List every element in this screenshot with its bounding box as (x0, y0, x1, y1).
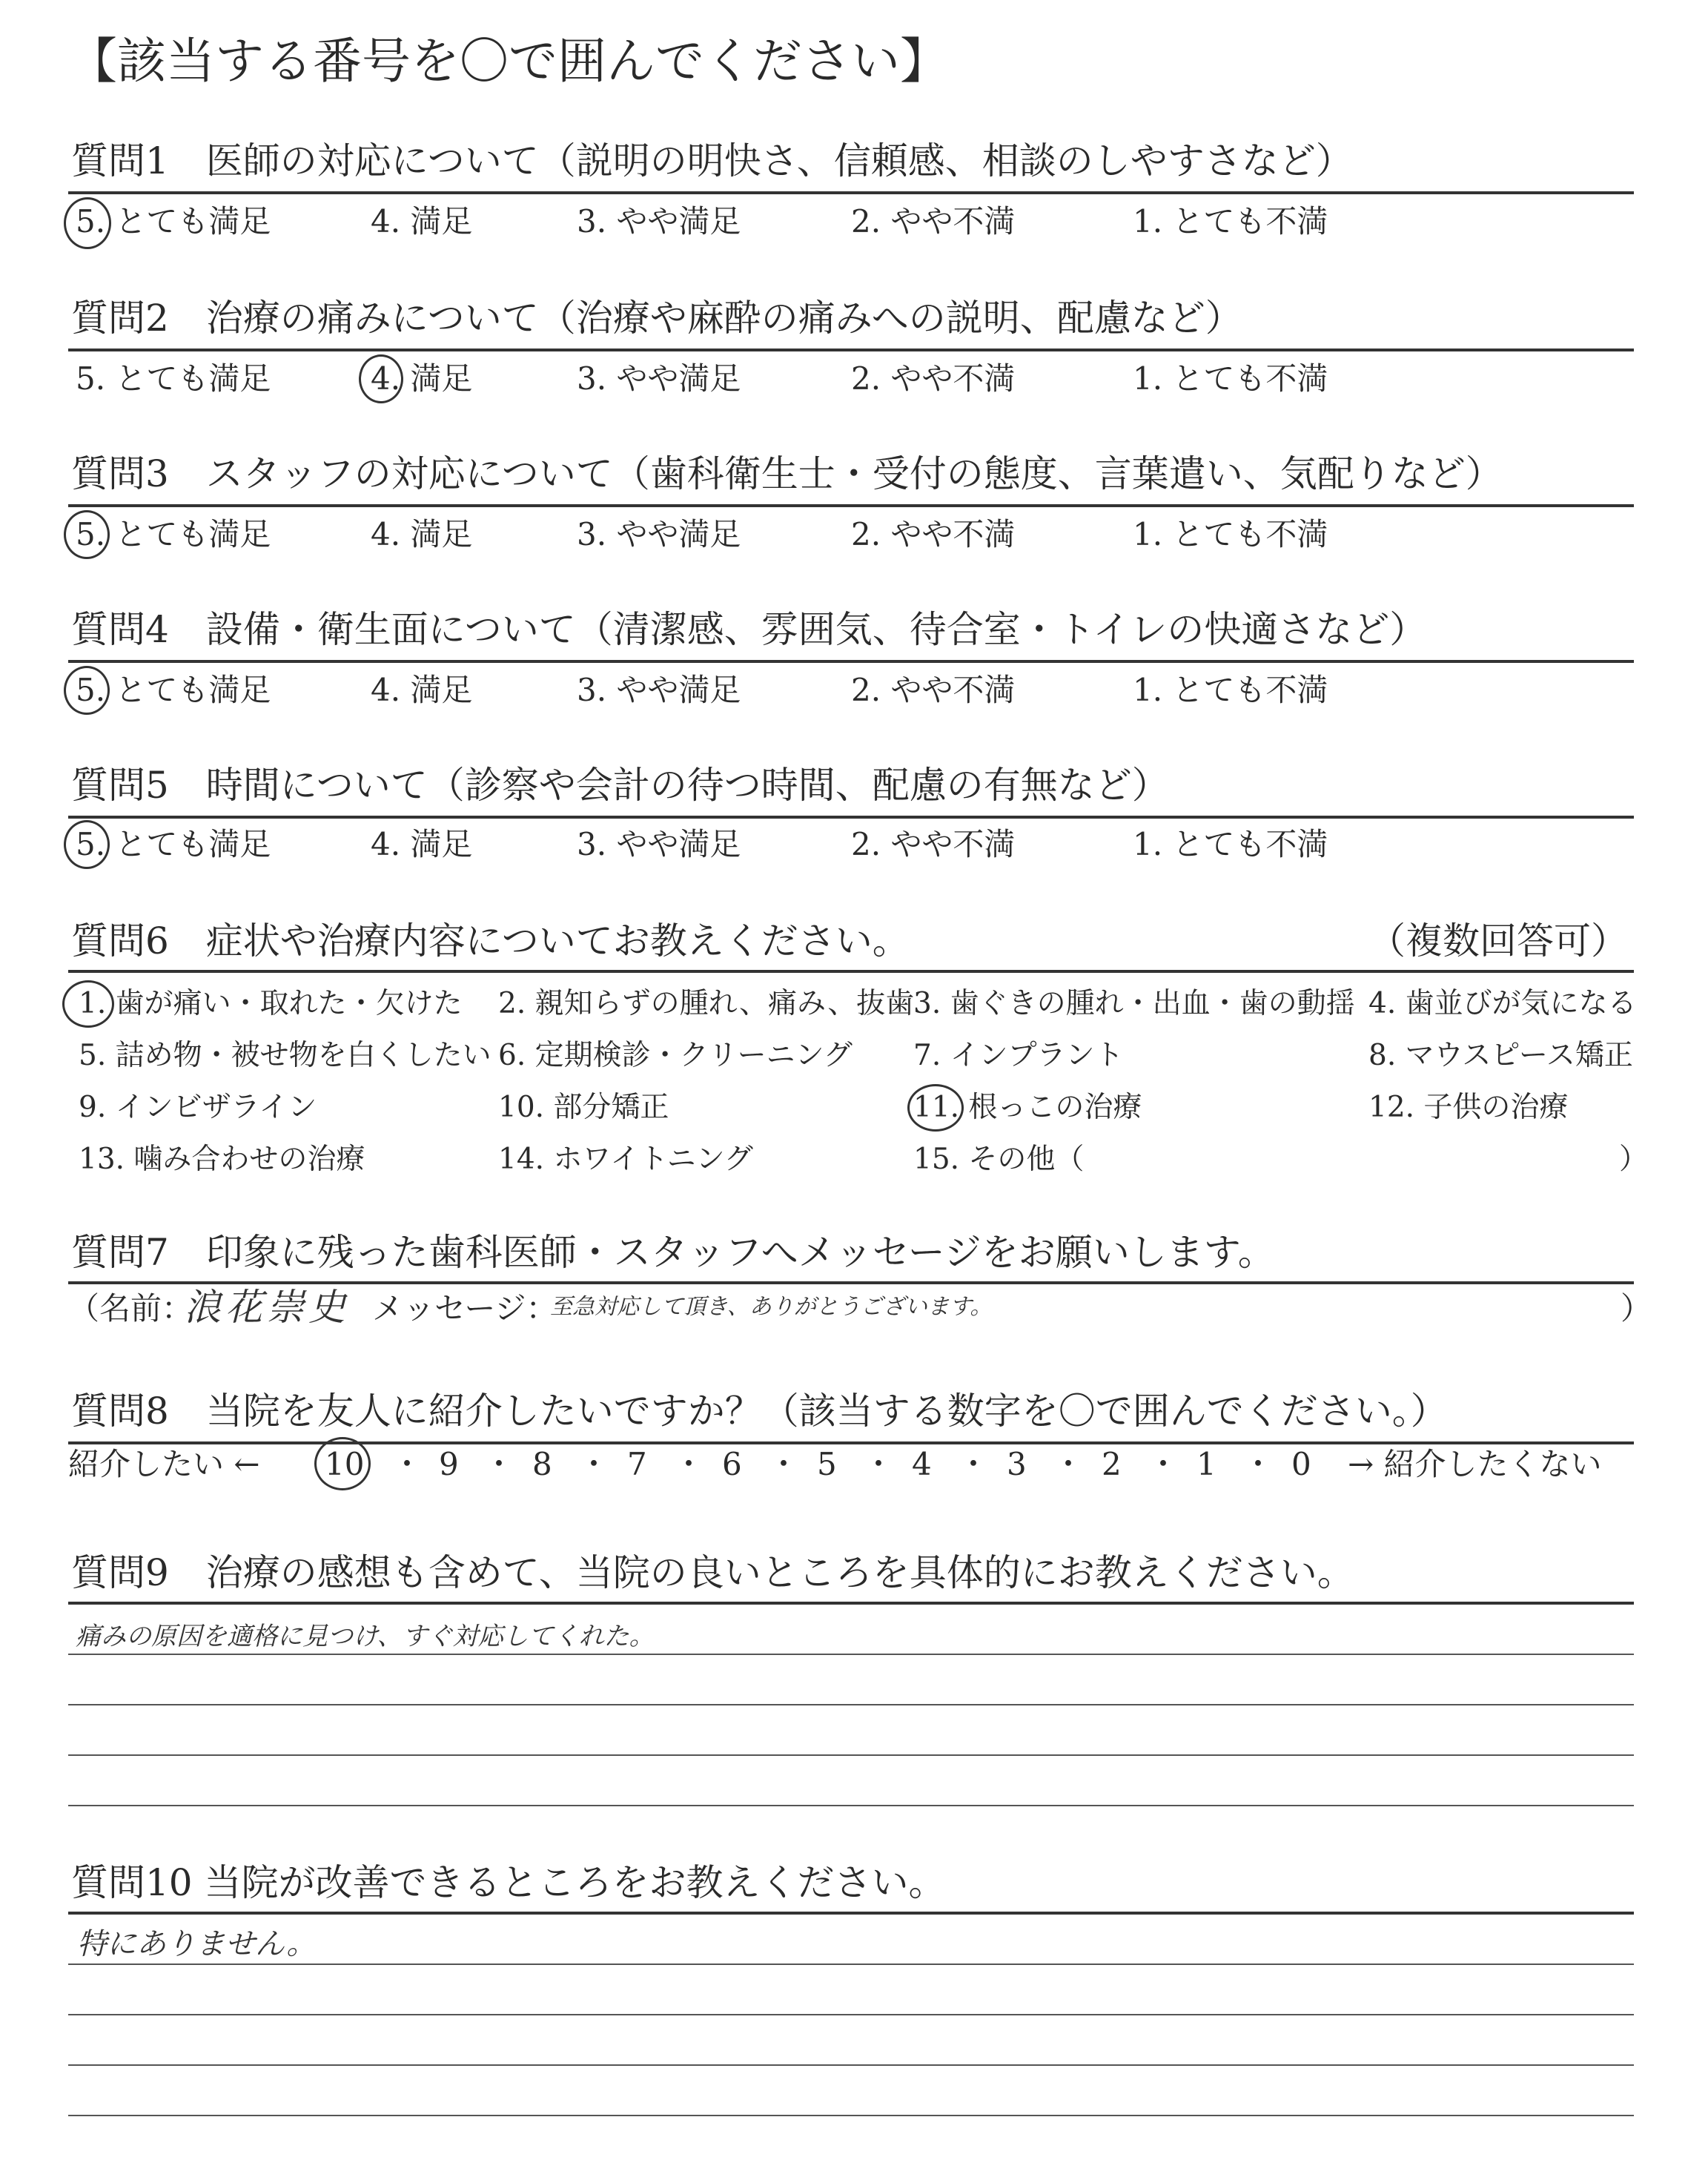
q6-option-8[interactable]: 8. マウスピース矯正 (1368, 1039, 1633, 1072)
q8-separator: ・ (673, 1446, 705, 1482)
q8-separator: ・ (1242, 1446, 1274, 1482)
q6-other-close-paren: ） (1619, 1143, 1649, 1176)
q6-option-12[interactable]: 12. 子供の治療 (1368, 1091, 1569, 1124)
q6-option-6[interactable]: 6. 定期検診・クリーニング (498, 1039, 853, 1072)
q1-option-2[interactable]: 2. やや不満 (851, 203, 1016, 240)
q4-selection-circle (64, 666, 110, 715)
q8-score-2[interactable]: 2 (1102, 1446, 1122, 1482)
q2-title: 質問2 治療の痛みについて（治療や麻酔の痛みへの説明、配慮など） (71, 297, 1242, 340)
q8-score-3[interactable]: 3 (1007, 1446, 1027, 1482)
q6-option-11[interactable]: 11. 根っこの治療 (913, 1091, 1142, 1124)
q6-option-10[interactable]: 10. 部分矯正 (498, 1091, 669, 1124)
q9-title: 質問9 治療の感想も含めて、当院の良いところを具体的にお教えください。 (71, 1551, 1354, 1594)
q1-divider (68, 191, 1634, 194)
q10-answer-line (68, 2064, 1634, 2066)
q8-score-1[interactable]: 1 (1196, 1446, 1217, 1482)
q6-multiple-answer-note: （複数回答可） (1368, 919, 1628, 962)
q1-option-3[interactable]: 3. やや満足 (577, 203, 741, 240)
q8-separator: ・ (483, 1446, 515, 1482)
q7-name-label: （名前： (68, 1290, 193, 1327)
q5-divider (68, 816, 1634, 819)
q6-option-7[interactable]: 7. インプラント (913, 1039, 1124, 1072)
q3-divider (68, 504, 1634, 507)
q8-title: 質問8 当院を友人に紹介したいですか？（該当する数字を〇で囲んでください。） (71, 1390, 1448, 1433)
q9-answer-line (68, 1704, 1634, 1705)
q7-divider (68, 1281, 1634, 1284)
q10-answer-line (68, 1964, 1634, 1965)
q9-answer-line (68, 1805, 1634, 1806)
q1-option-5[interactable]: 5. とても満足 (76, 203, 271, 240)
q1-selection-circle (64, 197, 111, 249)
q8-separator: ・ (863, 1446, 895, 1482)
q5-option-5[interactable]: 5. とても満足 (76, 826, 271, 862)
q5-option-2[interactable]: 2. やや不満 (851, 826, 1016, 862)
q8-score-4[interactable]: 4 (912, 1446, 932, 1482)
q8-selection-circle (314, 1437, 371, 1490)
q4-title: 質問4 設備・衛生面について（清潔感、雰囲気、待合室・トイレの快適さなど） (71, 608, 1427, 651)
q7-message-label: メッセージ： (372, 1290, 557, 1327)
q7-title: 質問7 印象に残った歯科医師・スタッフへメッセージをお願いします。 (71, 1231, 1275, 1274)
q8-left-label: 紹介したい ← (68, 1446, 260, 1482)
q8-score-0[interactable]: 0 (1291, 1446, 1311, 1482)
q8-separator: ・ (1053, 1446, 1085, 1482)
q10-answer-line (68, 2014, 1634, 2015)
q6-option-1[interactable]: 1. 歯が痛い・取れた・欠けた (79, 987, 463, 1020)
q10-title: 質問10 当院が改善できるところをお教えください。 (71, 1861, 946, 1904)
q5-title: 質問5 時間について（診察や会計の待つ時間、配慮の有無など） (71, 764, 1169, 807)
q1-option-1[interactable]: 1. とても不満 (1133, 203, 1328, 240)
q5-option-1[interactable]: 1. とても不満 (1133, 826, 1328, 862)
q3-option-2[interactable]: 2. やや不満 (851, 516, 1016, 552)
q8-divider (68, 1441, 1634, 1444)
q3-option-4[interactable]: 4. 満足 (371, 516, 473, 552)
q6-selection-circle-11 (907, 1084, 964, 1132)
q9-answer-handwritten[interactable]: 痛みの原因を適格に見つけ、すぐ対応してくれた。 (76, 1622, 655, 1651)
q9-divider (68, 1602, 1634, 1605)
q6-divider (68, 970, 1634, 973)
q8-separator: ・ (1148, 1446, 1179, 1482)
q8-score-8[interactable]: 8 (532, 1446, 552, 1482)
q8-score-10[interactable]: 10 (325, 1446, 365, 1482)
q7-message-handwritten[interactable]: 至急対応して頂き、ありがとうございます。 (550, 1294, 993, 1320)
q6-option-5[interactable]: 5. 詰め物・被せ物を白くしたい (79, 1039, 491, 1072)
q9-answer-line (68, 1754, 1634, 1756)
q2-selection-circle (359, 354, 403, 403)
q3-option-5[interactable]: 5. とても満足 (76, 516, 271, 552)
q10-answer-line (68, 2115, 1634, 2116)
q7-close-paren: ） (1621, 1290, 1652, 1327)
q6-option-4[interactable]: 4. 歯並びが気になる (1368, 987, 1637, 1020)
q6-selection-circle-1 (62, 980, 114, 1028)
q5-option-4[interactable]: 4. 満足 (371, 826, 473, 862)
q8-right-label: → 紹介したくない (1348, 1446, 1602, 1482)
q2-divider (68, 349, 1634, 351)
q4-option-4[interactable]: 4. 満足 (371, 672, 473, 708)
q8-separator: ・ (578, 1446, 610, 1482)
q2-option-2[interactable]: 2. やや不満 (851, 360, 1016, 397)
q2-option-1[interactable]: 1. とても不満 (1133, 360, 1328, 397)
q5-selection-circle (64, 820, 110, 869)
q3-option-1[interactable]: 1. とても不満 (1133, 516, 1328, 552)
q9-answer-line (68, 1654, 1634, 1655)
q5-option-3[interactable]: 3. やや満足 (577, 826, 741, 862)
q1-title: 質問1 医師の対応について（説明の明快さ、信頼感、相談のしやすさなど） (71, 139, 1353, 182)
q6-option-13[interactable]: 13. 噛み合わせの治療 (79, 1143, 365, 1176)
q6-option-15[interactable]: 15. その他（ (913, 1143, 1085, 1176)
q6-option-3[interactable]: 3. 歯ぐきの腫れ・出血・歯の動揺 (913, 987, 1355, 1020)
q6-option-2[interactable]: 2. 親知らずの腫れ、痛み、抜歯 (498, 987, 915, 1020)
q8-score-5[interactable]: 5 (817, 1446, 837, 1482)
q1-option-4[interactable]: 4. 満足 (371, 203, 473, 240)
q8-score-6[interactable]: 6 (722, 1446, 742, 1482)
q2-option-3[interactable]: 3. やや満足 (577, 360, 741, 397)
q4-option-3[interactable]: 3. やや満足 (577, 672, 741, 708)
page-title: 【該当する番号を〇で囲んでください】 (68, 33, 949, 90)
q8-separator: ・ (768, 1446, 800, 1482)
q8-score-7[interactable]: 7 (627, 1446, 647, 1482)
q10-divider (68, 1912, 1634, 1915)
q4-option-2[interactable]: 2. やや不満 (851, 672, 1016, 708)
q6-option-9[interactable]: 9. インビザライン (79, 1091, 317, 1124)
q4-option-5[interactable]: 5. とても満足 (76, 672, 271, 708)
q4-divider (68, 660, 1634, 663)
q2-option-5[interactable]: 5. とても満足 (76, 360, 271, 397)
q3-selection-circle (64, 510, 110, 559)
q6-title: 質問6 症状や治療内容についてお教えください。 (71, 919, 910, 962)
q3-option-3[interactable]: 3. やや満足 (577, 516, 741, 552)
q8-separator: ・ (958, 1446, 990, 1482)
q6-option-14[interactable]: 14. ホワイトニング (498, 1143, 753, 1176)
q10-answer-handwritten[interactable]: 特にありません。 (77, 1927, 317, 1961)
q2-option-4[interactable]: 4. 満足 (371, 360, 473, 397)
q3-title: 質問3 スタッフの対応について（歯科衛生士・受付の態度、言葉遣い、気配りなど） (71, 452, 1503, 495)
q8-separator: ・ (391, 1446, 423, 1482)
q8-score-9[interactable]: 9 (439, 1446, 459, 1482)
q7-name-handwritten[interactable]: 浪花崇史 (184, 1286, 350, 1329)
q4-option-1[interactable]: 1. とても不満 (1133, 672, 1328, 708)
